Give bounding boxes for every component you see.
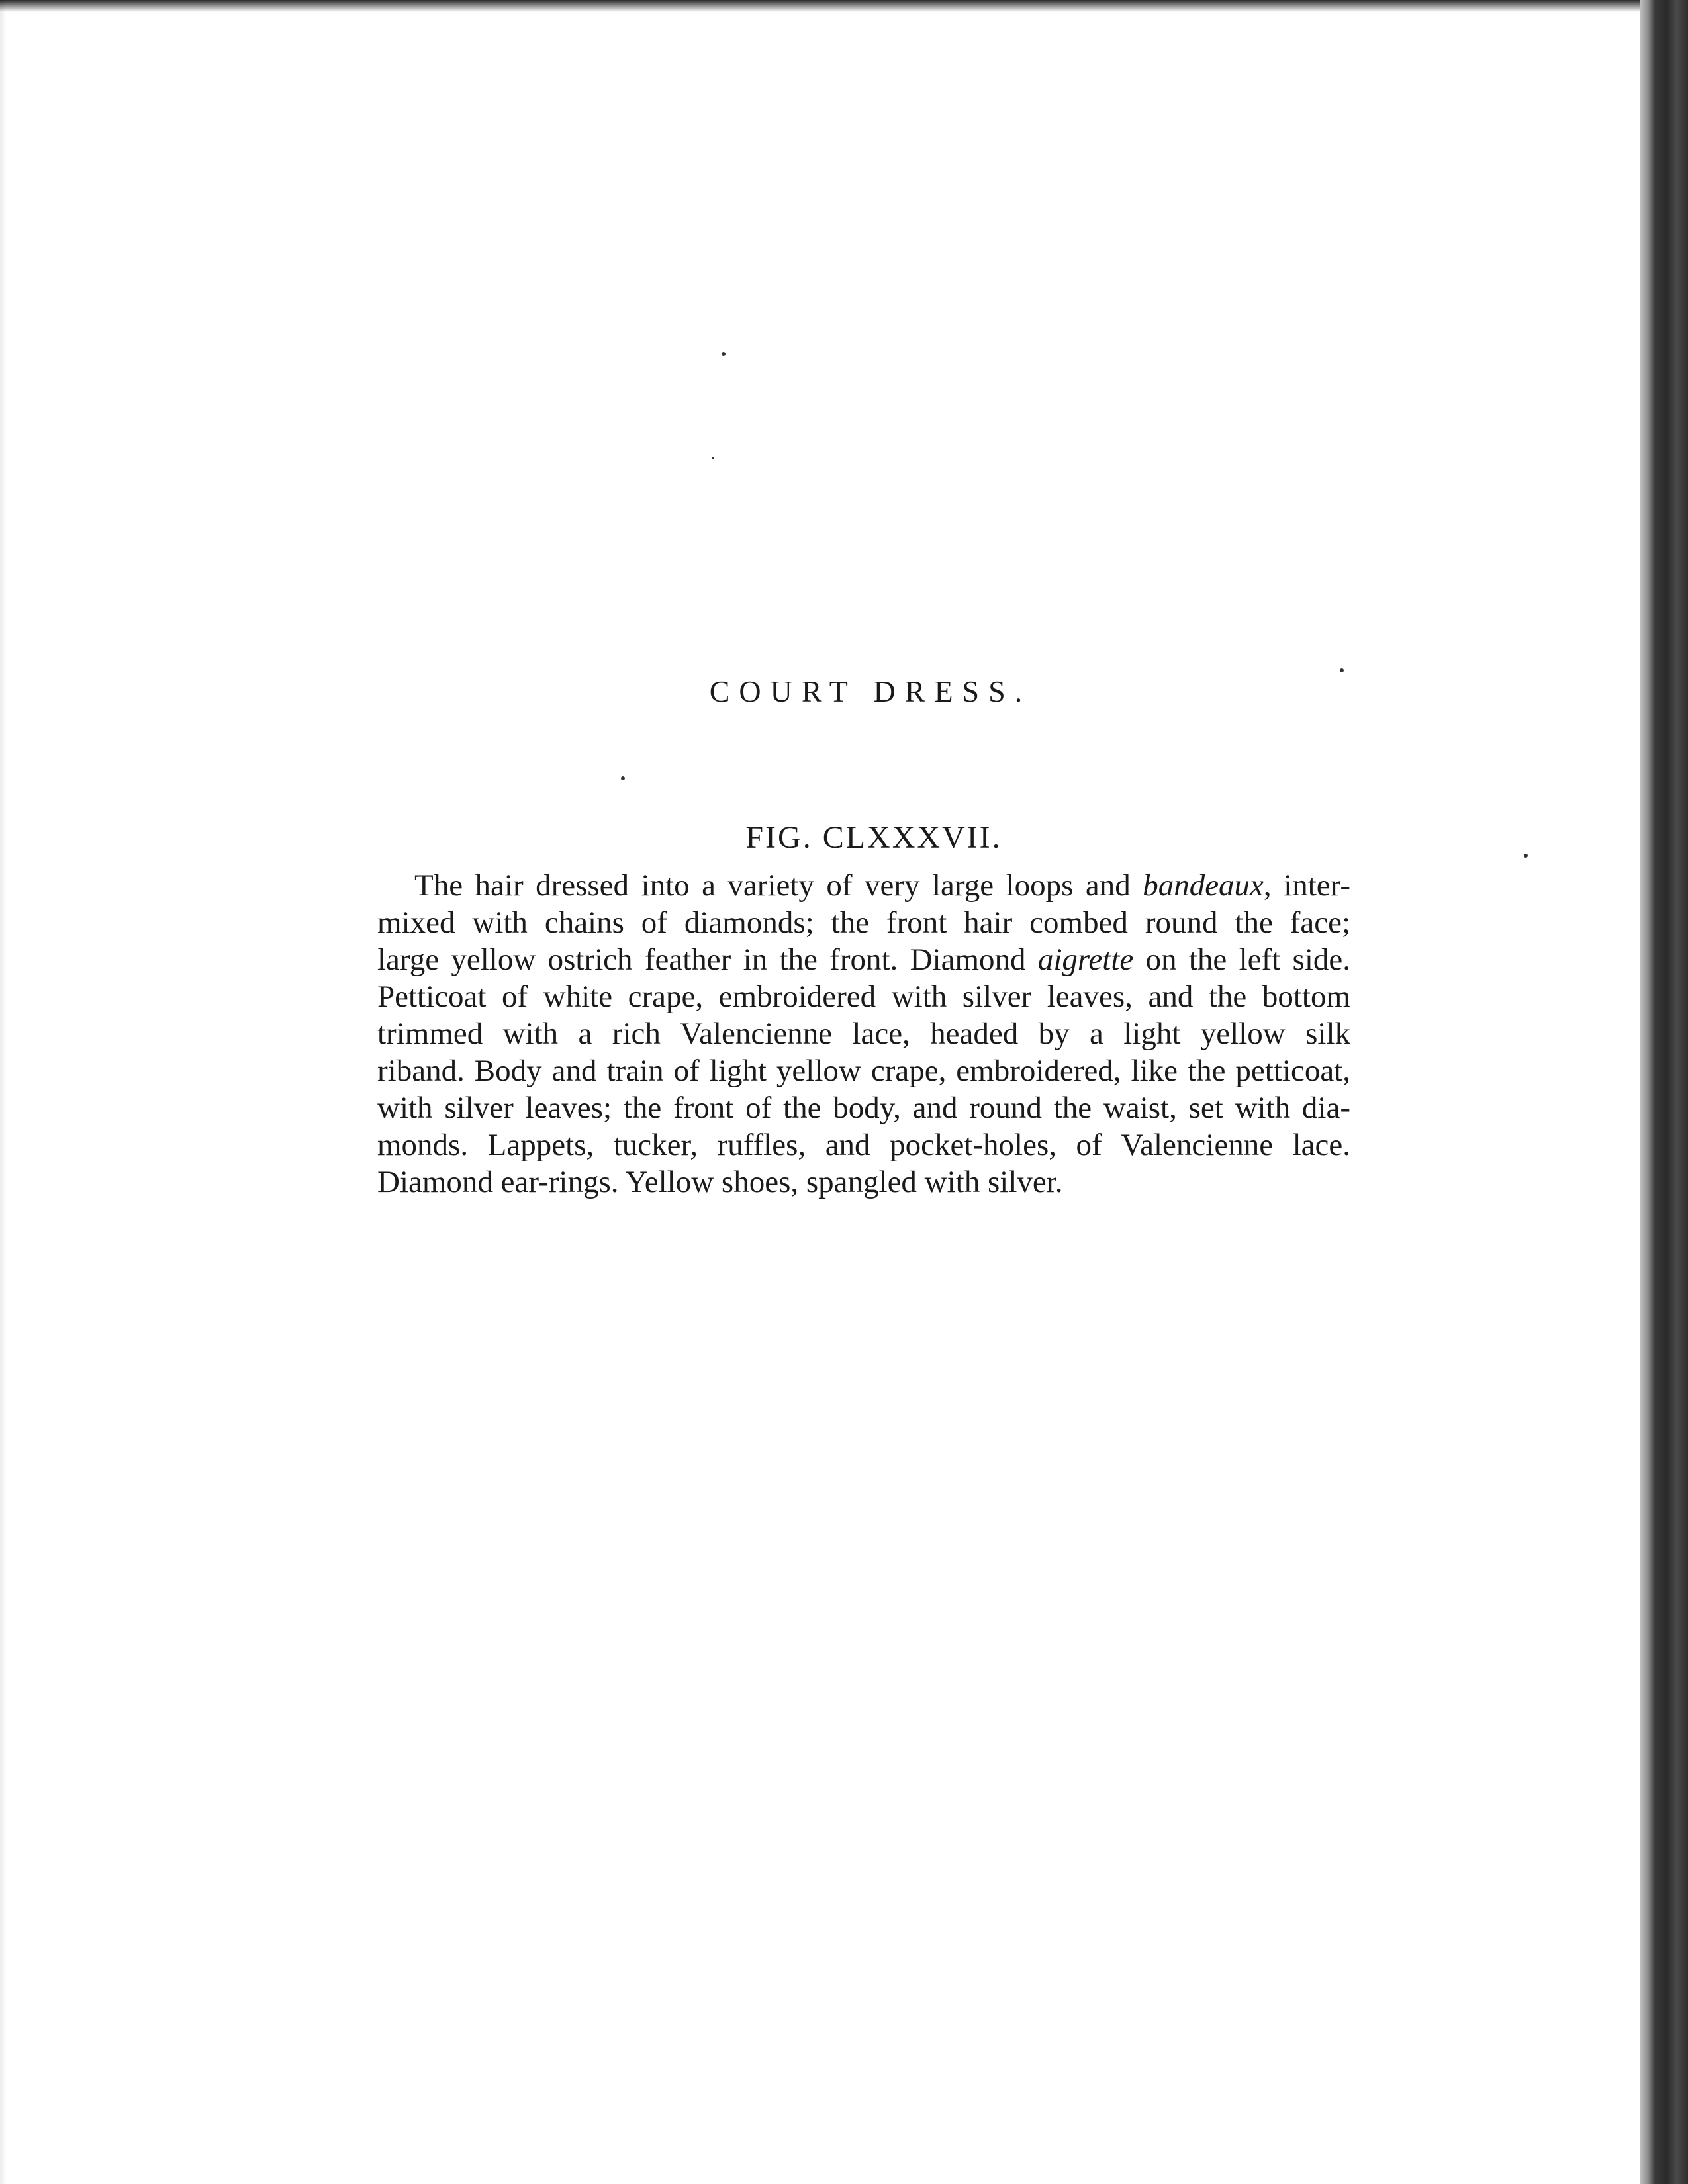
- text-line: large yellow ostrich feather in the front. Diamond aigrette on the left side.: [377, 942, 1350, 977]
- text-line: riband. Body and train of light yellow crape, embroidered, like the petticoat,: [377, 1054, 1350, 1088]
- text-line: mixed with chains of diamonds; the front hair combed round the face;: [377, 905, 1350, 940]
- text-line: trimmed with a rich Valencienne lace, headed by a light yellow silk: [377, 1017, 1350, 1051]
- scan-edge-right: [1640, 0, 1688, 2184]
- speck: [1340, 668, 1344, 672]
- speck: [722, 352, 726, 356]
- text-line: Diamond ear-rings. Yellow shoes, spangled with silver.: [377, 1165, 1063, 1199]
- text-line: monds. Lappets, tucker, ruffles, and pocket-holes, of Valencienne lace.: [377, 1128, 1350, 1162]
- figure-label: FIG. CLXXXVII.: [745, 820, 1002, 855]
- text-line: The hair dressed into a variety of very large loops and bandeaux, inter-: [414, 868, 1350, 903]
- text-line: with silver leaves; the front of the body, and round the waist, set with dia-: [377, 1091, 1350, 1125]
- scan-edge-left: [0, 0, 7, 2184]
- page-heading: COURT DRESS.: [709, 674, 1032, 708]
- text-line: Petticoat of white crape, embroidered with silver leaves, and the bottom: [377, 979, 1350, 1014]
- speck: [712, 457, 714, 459]
- description-paragraph: [377, 867, 1350, 1201]
- speck: [621, 776, 625, 780]
- scan-edge-top: [0, 0, 1688, 12]
